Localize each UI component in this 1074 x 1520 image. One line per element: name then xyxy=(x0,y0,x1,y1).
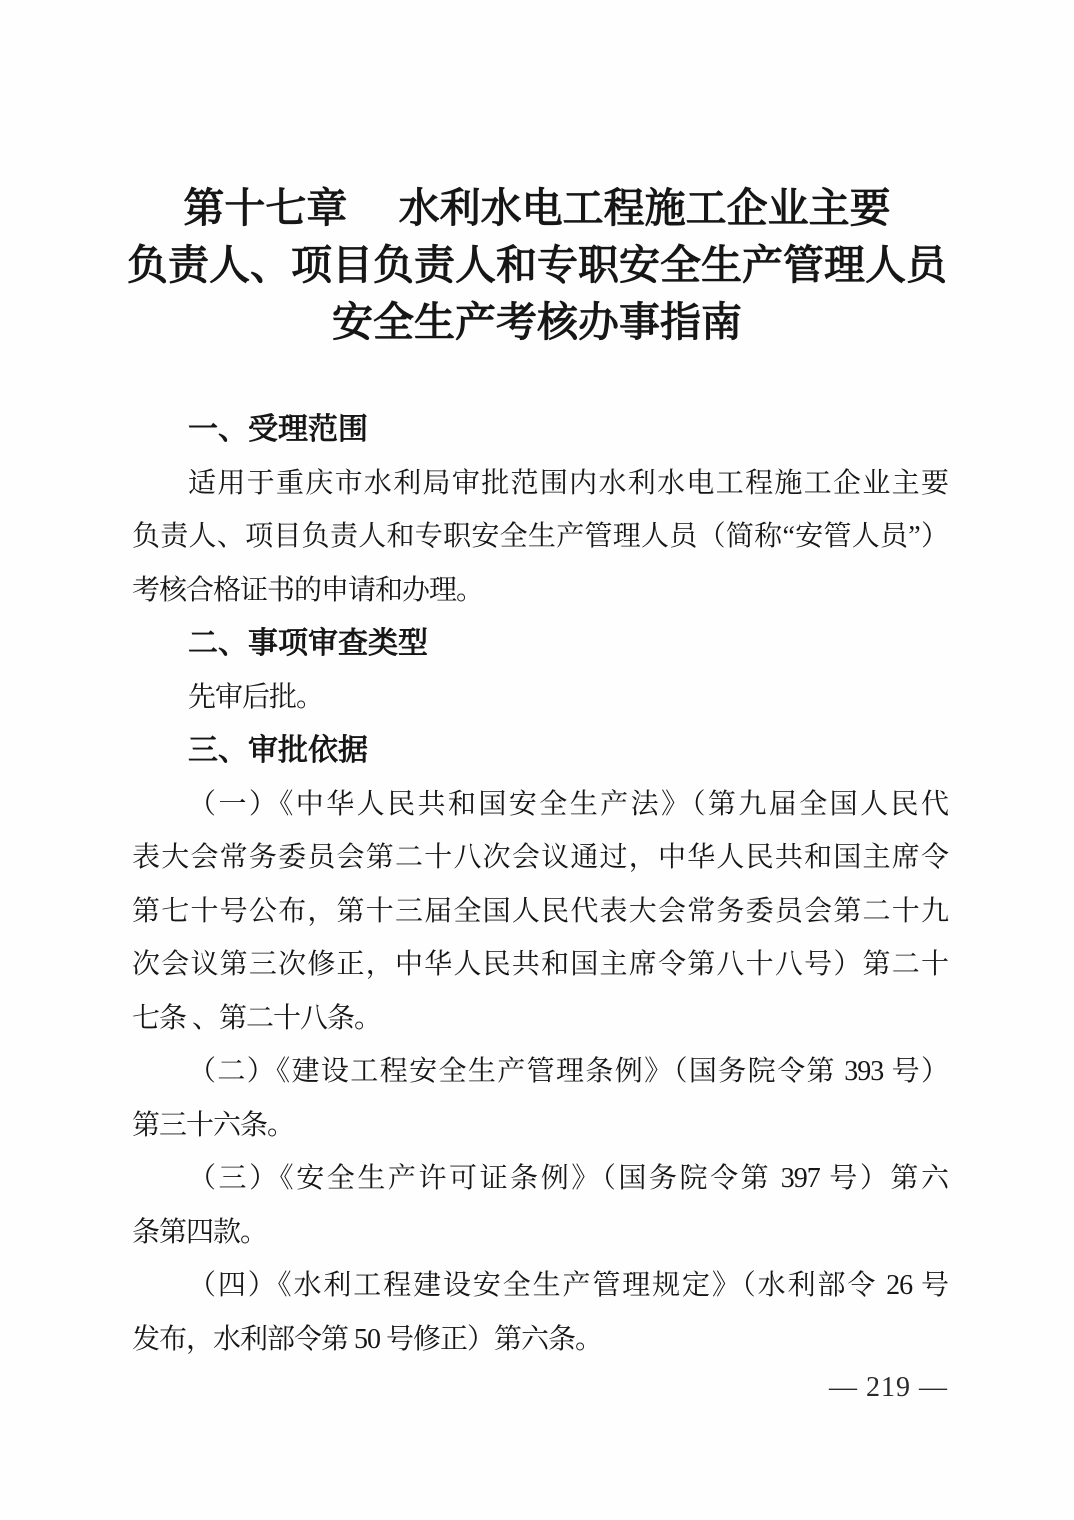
section-heading: 一、受理范围 xyxy=(188,413,368,446)
paragraph-line: 第三十六条。 xyxy=(132,1109,295,1141)
paragraph-line: （三）《安全生产许可证条例》（国务院令第 397 号）第六 xyxy=(188,1163,948,1194)
section-heading: 三、审批依据 xyxy=(188,734,368,767)
paragraph-line: （一）《中华人民共和国安全生产法》（第九届全国人民代 xyxy=(188,788,948,820)
paragraph-line: 先审后批。 xyxy=(188,681,324,713)
paragraph-line: （二）《建设工程安全生产管理条例》（国务院令第 393 号） xyxy=(188,1056,948,1087)
section-heading: 二、事项审查类型 xyxy=(188,627,428,660)
paragraph-line: 七条 、第二十八条。 xyxy=(132,1002,382,1034)
document-footer xyxy=(0,1371,1074,1405)
paragraph-line: 考核合格证书的申请和办理。 xyxy=(132,574,484,606)
paragraph xyxy=(132,1152,948,1259)
document-body xyxy=(0,403,1074,1366)
paragraph-line: （四）《水利工程建设安全生产管理规定》（水利部令 26 号 xyxy=(188,1270,948,1301)
paragraph xyxy=(132,1045,948,1152)
paragraph-line: 发布，水利部令第 50 号修正）第六条。 xyxy=(132,1323,603,1355)
page-number: — 219 — xyxy=(829,1372,948,1403)
paragraph-line: 第七十号公布，第十三届全国人民代表大会常务委员会第二十九 xyxy=(132,895,948,927)
chapter-title xyxy=(0,0,1074,351)
paragraph-line: 负责人、项目负责人和专职安全生产管理人员（简称“安管人员”） xyxy=(132,521,948,552)
paragraph-line: 适用于重庆市水利局审批范围内水利水电工程施工企业主要 xyxy=(188,467,948,499)
paragraph xyxy=(132,671,948,725)
paragraph-line: 次会议第三次修正，中华人民共和国主席令第八十八号）第二十 xyxy=(132,949,948,980)
paragraph-line: 条第四款。 xyxy=(132,1216,268,1248)
paragraph-line: 表大会常务委员会第二十八次会议通过，中华人民共和国主席令 xyxy=(132,842,948,873)
chapter-title-line-2: 负责人、项目负责人和专职安全生产管理人员 xyxy=(127,242,947,288)
paragraph xyxy=(132,457,948,618)
paragraph xyxy=(132,778,948,1046)
paragraph xyxy=(132,1259,948,1366)
chapter-title-line-1: 第十七章 水利水电工程施工企业主要 xyxy=(183,185,891,231)
chapter-title-line-3: 安全生产考核办事指南 xyxy=(332,299,742,345)
